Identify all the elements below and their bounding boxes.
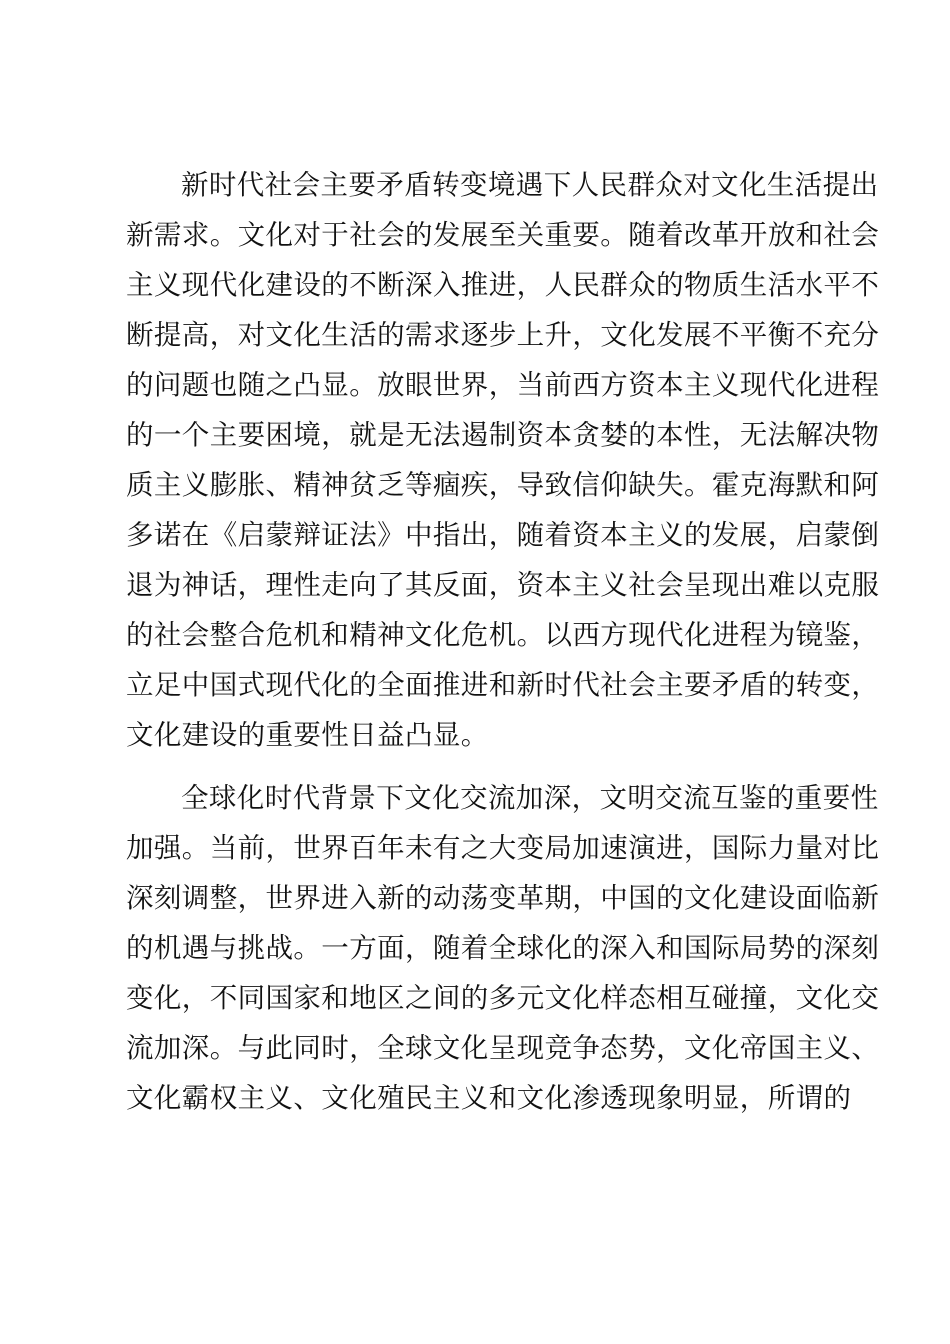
text-line: 变化，不同国家和地区之间的多元文化样态相互碰撞，文化交	[126, 982, 880, 1014]
paragraph-spacer	[126, 760, 832, 773]
text-line: 的一个主要困境，就是无法遏制资本贪婪的本性，无法解决物	[126, 419, 880, 451]
text-line: 的机遇与挑战。一方面，随着全球化的深入和国际局势的深刻	[126, 932, 880, 964]
text-line: 文化建设的重要性日益凸显。	[126, 719, 489, 751]
text-line: 主义现代化建设的不断深入推进，人民群众的物质生活水平不	[126, 269, 880, 301]
text-line: 流加深。与此同时，全球文化呈现竞争态势，文化帝国主义、	[126, 1032, 880, 1064]
paragraph-2	[126, 773, 880, 1123]
text-line: 文化霸权主义、文化殖民主义和文化渗透现象明显，所谓的	[126, 1082, 852, 1114]
text-line: 退为神话，理性走向了其反面，资本主义社会呈现出难以克服	[126, 569, 880, 601]
text-line: 立足中国式现代化的全面推进和新时代社会主要矛盾的转变，	[126, 669, 880, 701]
paragraph-1	[126, 160, 880, 760]
text-line: 的问题也随之凸显。放眼世界，当前西方资本主义现代化进程	[126, 369, 880, 401]
text-line: 质主义膨胀、精神贫乏等痼疾，导致信仰缺失。霍克海默和阿	[126, 469, 880, 501]
text-line: 的社会整合危机和精神文化危机。以西方现代化进程为镜鉴，	[126, 619, 880, 651]
text-line: 全球化时代背景下文化交流加深，文明交流互鉴的重要性	[181, 782, 879, 814]
text-line: 新时代社会主要矛盾转变境遇下人民群众对文化生活提出	[181, 169, 879, 201]
text-line: 新需求。文化对于社会的发展至关重要。随着改革开放和社会	[126, 219, 880, 251]
text-line: 断提高，对文化生活的需求逐步上升，文化发展不平衡不充分	[126, 319, 880, 351]
text-line: 加强。当前，世界百年未有之大变局加速演进，国际力量对比	[126, 832, 880, 864]
text-line: 多诺在《启蒙辩证法》中指出，随着资本主义的发展，启蒙倒	[126, 519, 880, 551]
text-line: 深刻调整，世界进入新的动荡变革期，中国的文化建设面临新	[126, 882, 880, 914]
document-body	[126, 160, 880, 1123]
